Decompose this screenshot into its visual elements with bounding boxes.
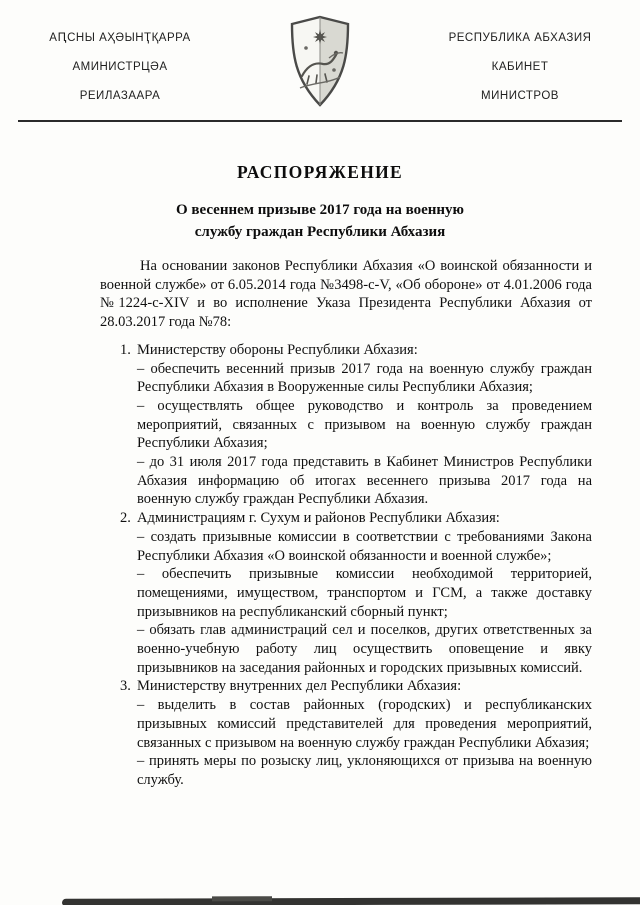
numbered-list bbox=[100, 341, 592, 790]
scan-edge-artifact bbox=[62, 897, 640, 905]
header-right-line-2: КАБИНЕТ bbox=[491, 61, 549, 73]
header-right-block bbox=[416, 24, 624, 111]
header-divider bbox=[18, 120, 622, 122]
item-point: – принять меры по розыску лиц, уклоняющихся от призыва на военную службу. bbox=[137, 753, 592, 788]
coat-of-arms-emblem bbox=[275, 14, 365, 110]
document-subtitle bbox=[0, 200, 640, 243]
abkhazia-coat-of-arms-icon bbox=[285, 14, 355, 110]
item-point: – создать призывные комиссии в соответствии с требованиями Закона Республики Абхазия «О воинской обязанности и военной службе»; bbox=[137, 528, 592, 564]
header-left-block bbox=[16, 24, 224, 111]
list-item-3 bbox=[100, 677, 592, 789]
item-point: – обеспечить весенний призыв 2017 года на военную службу граждан Республики Абхазия в Вооруженные силы Республики Абхазия; bbox=[137, 360, 592, 396]
header-left-line-2: АМИНИСТРЦӘА bbox=[72, 61, 168, 73]
item-number: 1. bbox=[120, 341, 131, 358]
item-point: – выделить в состав районных (городских) и республиканских призывных комиссий представителей для проведения мероприятий, связанных с призывом на военную службу граждан Республики Абхазия; bbox=[137, 697, 592, 751]
intro-paragraph: На основании законов Республики Абхазия «О воинской обязанности и военной службе» от 6.05.2014 года №3498-с-V, «Об обороне» от 4.01.2006 года №1224-с-XIV и во исполнение Указа Президента Республики Абхазия от 28.03.2017 года №78: bbox=[100, 258, 592, 331]
item-point: – осуществлять общее руководство и контроль за проведением мероприятий, связанных с призывом на военную службу граждан Республики Абхазия; bbox=[137, 397, 592, 452]
document-subtitle-line-2: службу граждан Республики Абхазия bbox=[194, 223, 446, 240]
item-number: 2. bbox=[120, 510, 131, 527]
item-point: – обеспечить призывные комиссии необходимой территорией, помещениями, имуществом, транспортом и ГСМ, а также доставку призывников на республиканский сборный пункт; bbox=[137, 566, 592, 620]
item-label: Администрациям г. Сухум и районов Республики Абхазия: bbox=[137, 510, 500, 527]
document-title: РАСПОРЯЖЕНИЕ bbox=[236, 162, 403, 182]
header-right-line-3: МИНИСТРОВ bbox=[481, 90, 559, 102]
item-number: 3. bbox=[120, 678, 131, 695]
item-label: Министерству внутренних дел Республики Абхазия: bbox=[137, 678, 462, 695]
list-item-1 bbox=[100, 341, 592, 509]
item-label: Министерству обороны Республики Абхазия: bbox=[137, 341, 418, 358]
document-subtitle-line-1: О весеннем призыве 2017 года на военную bbox=[175, 202, 465, 218]
document-header bbox=[0, 0, 640, 111]
document-body bbox=[100, 257, 592, 790]
item-point: – обязать глав администраций сел и поселков, других ответственных за военно-учебную работу лиц осуществить оповещение и явку призывников на заседания районных и городских призывных комиссий. bbox=[137, 622, 592, 676]
header-left-line-1: АԤСНЫ АҲӘЫНҬҚАРРА bbox=[49, 32, 191, 44]
list-item-2 bbox=[100, 509, 592, 677]
header-right-line-1: РЕСПУБЛИКА АБХАЗИЯ bbox=[448, 32, 592, 44]
item-point: – до 31 июля 2017 года представить в Кабинет Министров Республики Абхазия информацию об итогах весеннего призыва 2017 года на военную службу граждан Республики Абхазия. bbox=[137, 454, 592, 508]
scan-edge-notch bbox=[212, 896, 272, 901]
header-left-line-3: РЕИЛАЗААРА bbox=[79, 90, 161, 102]
